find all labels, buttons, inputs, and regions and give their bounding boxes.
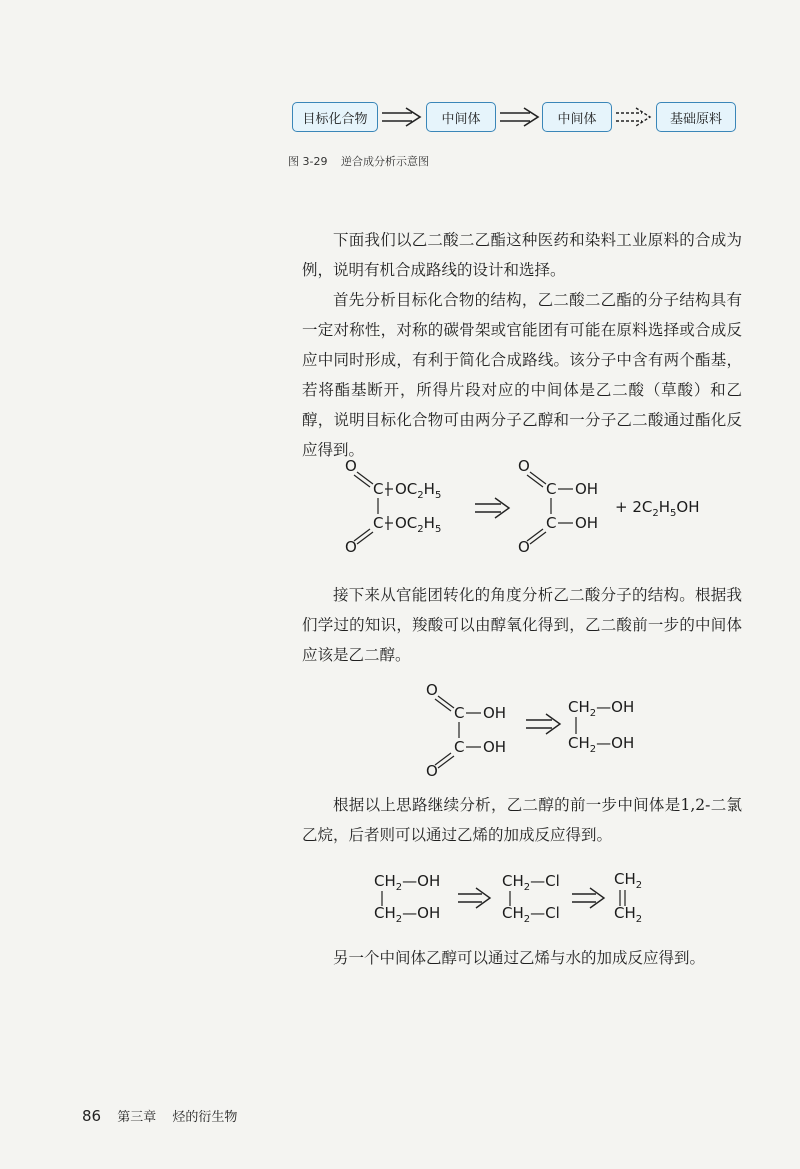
svg-text:CH2—OH: $CH_2—OH$ bbox=[374, 904, 441, 924]
acid-group-2: OH bbox=[483, 738, 507, 756]
svg-text:O: O bbox=[426, 762, 438, 780]
figure-number: 图 3-29 bbox=[288, 155, 328, 168]
scheme-acid-to-glycol bbox=[418, 676, 678, 781]
double-arrow-icon bbox=[380, 106, 424, 128]
svg-text:O: O bbox=[345, 538, 357, 556]
paragraph-target-analysis: 首先分析目标化合物的结构，乙二酸二乙酯的分子结构具有一定对称性，对称的碳骨架或官能团有可能在原料选择或合成反应中同时形成，有利于简化合成路线。该分子中含有两个酯基，若将酯基断开，所得片段对应的中间体是乙二酸（草酸）和乙醇，说明目标化合物可由两分子乙醇和一分子乙二酸通过酯化反应得到。 bbox=[302, 291, 742, 459]
svg-text:CH2—Cl: $CH_2—Cl$ bbox=[502, 904, 560, 924]
ethanol-product: + $2C_2H_5OH$ bbox=[615, 498, 700, 519]
oxalic-acid-structure bbox=[518, 457, 598, 556]
flow-box-basic-raw-material: 基础原料 bbox=[656, 102, 736, 132]
svg-text:C: C bbox=[373, 514, 384, 532]
ester-group-1: $OC_2H_5$ bbox=[395, 480, 442, 501]
dashed-double-arrow-icon bbox=[614, 106, 654, 128]
paragraph-intro: 下面我们以乙二酸二乙酯这种医药和染料工业原料的合成为例，说明有机合成路线的设计和选择。 bbox=[302, 231, 742, 279]
figure-caption bbox=[288, 153, 439, 169]
double-arrow-icon bbox=[498, 106, 542, 128]
svg-text:C: C bbox=[454, 738, 465, 756]
svg-text:O: O bbox=[345, 457, 357, 475]
ethylene-glycol-structure bbox=[568, 698, 634, 755]
svg-text:O: O bbox=[426, 681, 438, 699]
retro-arrow-icon bbox=[475, 498, 509, 518]
flow-box-intermediate-1: 中间体 bbox=[426, 102, 496, 132]
svg-text:CH2: $CH_2$ bbox=[614, 904, 643, 924]
scheme-glycol-to-ethene bbox=[368, 862, 668, 924]
svg-text:C: C bbox=[546, 480, 557, 498]
figure-title: 逆合成分析示意图 bbox=[340, 155, 429, 168]
flow-box-intermediate-2: 中间体 bbox=[542, 102, 612, 132]
paragraph-dichloroethane: 根据以上思路继续分析，乙二醇的前一步中间体是1,2-二氯乙烷，后者则可以通过乙烯的加成反应得到。 bbox=[302, 796, 742, 844]
ester-group-2: $OC_2H_5$ bbox=[395, 514, 442, 535]
paragraph-functional-group: 接下来从官能团转化的角度分析乙二酸分子的结构。根据我们学过的知识，羧酸可以由醇氧化得到，乙二酸前一步的中间体应该是乙二醇。 bbox=[302, 586, 742, 664]
oxalic-acid-structure bbox=[426, 681, 506, 780]
acid-group-2: OH bbox=[575, 514, 599, 532]
chapter-title: 烃的衍生物 bbox=[172, 1110, 238, 1125]
scheme-ester-disconnection bbox=[335, 452, 735, 562]
svg-text:CH2—OH: $CH_2—OH$ bbox=[568, 698, 635, 719]
flow-box-target-compound: 目标化合物 bbox=[292, 102, 378, 132]
retro-arrow-icon bbox=[572, 888, 604, 908]
svg-text:CH2—OH: $CH_2—OH$ bbox=[568, 734, 635, 755]
paragraph-ethanol: 另一个中间体乙醇可以通过乙烯与水的加成反应得到。 bbox=[333, 949, 706, 967]
svg-text:O: O bbox=[518, 457, 530, 475]
ethene-structure bbox=[614, 870, 642, 924]
page-number: 86 bbox=[82, 1107, 102, 1125]
chapter-number: 第三章 bbox=[117, 1110, 157, 1125]
page-footer bbox=[82, 1106, 237, 1125]
acid-group-1: OH bbox=[575, 480, 599, 498]
retrosynthesis-flow-diagram bbox=[288, 98, 738, 140]
svg-text:CH2—Cl: $CH_2—Cl$ bbox=[502, 872, 560, 893]
svg-text:C: C bbox=[546, 514, 557, 532]
retro-arrow-icon bbox=[458, 888, 490, 908]
svg-text:CH2: $CH_2$ bbox=[614, 870, 643, 891]
svg-text:C: C bbox=[373, 480, 384, 498]
svg-text:CH2—OH: $CH_2—OH$ bbox=[374, 872, 441, 893]
diethyl-oxalate-structure bbox=[345, 457, 441, 556]
acid-group-1: OH bbox=[483, 704, 507, 722]
retro-arrow-icon bbox=[526, 714, 560, 734]
svg-text:C: C bbox=[454, 704, 465, 722]
ethylene-glycol-structure bbox=[374, 872, 440, 924]
svg-text:O: O bbox=[518, 538, 530, 556]
dichloroethane-structure bbox=[502, 872, 560, 924]
